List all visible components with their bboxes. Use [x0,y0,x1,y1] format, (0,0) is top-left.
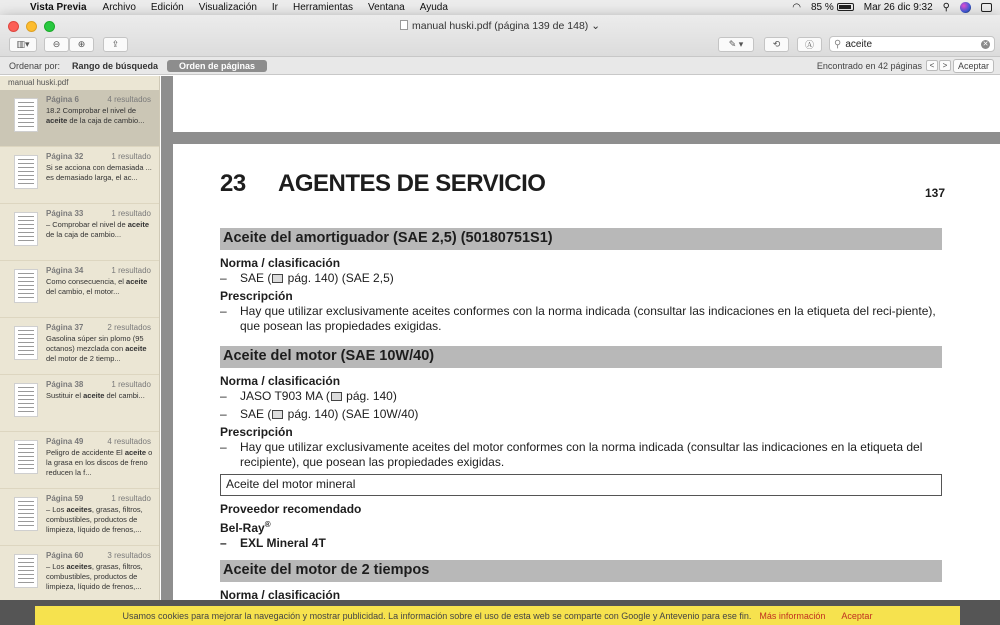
menu-ayuda[interactable]: Ayuda [419,2,448,13]
search-match: aceite [83,391,105,400]
sort-by-range-button[interactable]: Rango de búsqueda [72,60,159,71]
markup-icon: Ⓐ [804,40,814,50]
list-item: – SAE ( pág. 140) (SAE 10W/40) [220,407,419,421]
search-match: aceite [124,448,147,457]
zoom-in-button[interactable] [69,37,94,52]
document-title[interactable] [0,20,1000,32]
search-result-item[interactable] [0,204,159,261]
list-item: – JASO T903 MA ( pág. 140) [220,389,397,403]
list-item: – Hay que utilizar exclusivamente aceites conformes con la norma indicada (consultar las indicaciones en la etiqueta del reci-piente), que posean las propiedades exigidas. [220,304,936,333]
found-count: Encontrado en 42 páginas [816,60,922,71]
page-number: 137 [924,186,945,200]
zoom-out-icon: ⊖ [52,39,61,49]
search-result-item[interactable] [0,318,159,375]
result-page: Página 34 [46,266,84,275]
page-reference-icon [331,392,342,401]
share-button[interactable] [103,37,128,52]
cookie-text: Usamos cookies para mejorar la navegación y mostrar publicidad. La información sobre el uso de esta web se comparte con Google y Antevenio para ese fin. [122,610,752,621]
notification-center-icon[interactable] [981,3,992,12]
result-snippet: Como consecuencia, el aceite del cambio, el motor... [46,277,148,296]
provider-heading: Proveedor recomendado [220,502,362,516]
clear-search-icon[interactable]: ✕ [982,41,989,48]
result-count: 1 resultado [111,494,151,503]
sort-by-page-button[interactable]: Orden de páginas [167,60,267,72]
search-result-item[interactable] [0,489,159,546]
result-page: Página 32 [46,152,84,161]
search-icon: ⚲ [834,38,842,50]
cookie-more-info-link[interactable]: Más información [759,610,826,621]
markup-toolbar-button[interactable] [797,37,822,52]
list-item: – EXL Mineral 4T [220,536,326,550]
page-thumbnail [14,440,38,474]
previous-page [173,76,1000,132]
preview-window [0,15,1000,600]
list-item: – SAE ( pág. 140) (SAE 2,5) [220,271,394,285]
spotlight-icon[interactable]: ⚲ [942,2,950,13]
page-thumbnail [14,155,38,189]
search-match: aceite [126,277,148,286]
norma-heading: Norma / clasificación [220,374,341,388]
result-count: 1 resultado [111,380,151,389]
share-icon: ⇪ [111,39,120,49]
search-result-item[interactable] [0,375,159,432]
prescripcion-heading: Prescripción [220,425,293,439]
wifi-icon[interactable]: ◠ [792,2,801,13]
page-thumbnail [14,554,38,588]
cookie-banner [35,606,960,625]
result-snippet: Peligro de accidente El aceite o la grasa en los discos de freno reducen la f... [46,448,153,477]
battery-icon [837,3,854,11]
search-result-item[interactable] [0,546,159,600]
result-count: 4 resultados [107,437,151,446]
search-result-item[interactable] [0,147,159,204]
next-result-button[interactable]: > [939,60,951,71]
zoom-in-icon: ⊕ [77,39,86,49]
section-title: Aceite del amortiguador (SAE 2,5) (50180751S1) [220,228,942,250]
search-result-item[interactable] [0,90,159,147]
cookie-accept-link[interactable]: Aceptar [841,610,873,621]
result-snippet: Si se acciona con demasiada ... es demasiado larga, el ac... [46,163,152,182]
page-thumbnail [14,383,38,417]
sort-label: Ordenar por: [9,60,61,71]
document-view[interactable] [161,76,1000,600]
clock[interactable]: Mar 26 dic 9:32 [863,2,933,13]
section-title: Aceite del motor de 2 tiempos [220,560,942,582]
sidebar-toggle-button[interactable] [9,37,37,52]
result-count: 1 resultado [111,266,151,275]
result-count: 1 resultado [111,209,151,218]
search-result-item[interactable] [0,432,159,489]
document-title-text: manual huski.pdf (página 139 de 148) [411,20,589,32]
menu-herramientas[interactable]: Herramientas [293,2,354,13]
result-snippet: Sustituir el aceite del cambi... [46,391,145,400]
norma-heading: Norma / clasificación [220,588,341,600]
page-thumbnail [14,497,38,531]
result-page: Página 49 [46,437,84,446]
menu-ventana[interactable]: Ventana [368,2,405,13]
result-count: 1 resultado [111,152,151,161]
chapter-title: AGENTES DE SERVICIO [278,170,546,197]
siri-icon[interactable] [960,2,971,13]
search-input[interactable] [829,36,995,52]
oil-type-box: Aceite del motor mineral [220,474,942,496]
list-item: – Hay que utilizar exclusivamente aceites del motor conformes con la norma indicada (consultar las indicaciones en la etiqueta del recipiente), que posean las propiedades exigidas. [220,440,923,469]
page-reference-icon [272,410,283,419]
rotate-button[interactable] [764,37,789,52]
search-match: aceite [46,116,68,125]
menu-app-name[interactable]: Vista Previa [30,2,87,13]
markup-pen-button[interactable] [718,37,754,52]
chapter-heading [220,170,545,198]
page-thumbnail [14,98,38,132]
menu-archivo[interactable]: Archivo [102,2,136,13]
page-thumbnail [14,269,38,303]
current-page [173,144,1000,600]
menu-visualizacion[interactable]: Visualización [198,2,257,13]
menu-ir[interactable]: Ir [271,2,278,13]
brand-name: Bel-Ray® [220,520,271,535]
search-results-sidebar [0,76,160,600]
battery-status[interactable] [811,2,854,13]
result-count: 4 resultados [107,95,151,104]
norma-heading: Norma / clasificación [220,256,341,270]
page-thumbnail [14,212,38,246]
search-match: aceites [66,562,92,571]
rotate-icon: ⟲ [772,39,781,49]
result-page: Página 59 [46,494,84,503]
result-snippet: Gasolina súper sin plomo (95 octanos) mezclada con aceite del motor de 2 tiemp... [46,334,147,363]
prev-result-button[interactable]: < [926,60,938,71]
find-bar [0,57,1000,75]
section-title: Aceite del motor (SAE 10W/40) [220,346,942,368]
menu-bar [0,0,1000,15]
result-snippet: 18.2 Comprobar el nivel de aceite de la caja de cambio... [46,106,145,125]
result-page: Página 37 [46,323,84,332]
result-page: Página 33 [46,209,84,218]
chevron-down-icon: ⌄ [591,20,601,32]
result-snippet: – Comprobar el nivel de aceite de la caja de cambio... [46,220,149,239]
sidebar-filename: manual huski.pdf [8,78,69,87]
title-bar [0,15,1000,57]
search-value: aceite [845,38,873,50]
prescripcion-heading: Prescripción [220,289,293,303]
pen-icon: ✎ ▾ [728,39,744,49]
search-match: aceite [125,344,147,353]
pdf-file-icon [400,20,408,30]
result-count: 2 resultados [107,323,151,332]
result-page: Página 60 [46,551,84,560]
search-match: aceites [66,505,92,514]
result-snippet: – Los aceites, grasas, filtros, combustibles, productos de limpieza, líquido de frenos,... [46,562,143,591]
result-page: Página 6 [46,95,79,104]
search-result-item[interactable] [0,261,159,318]
result-count: 3 resultados [107,551,151,560]
result-snippet: – Los aceites, grasas, filtros, combustibles, productos de limpieza, líquido de frenos,... [46,505,143,534]
accept-search-button[interactable]: Aceptar [953,59,994,73]
sidebar-icon: ▥▾ [16,39,30,49]
result-page: Página 38 [46,380,84,389]
page-reference-icon [272,274,283,283]
chapter-number: 23 [220,170,246,197]
battery-percent: 85 % [810,2,834,13]
zoom-out-button[interactable] [44,37,69,52]
menu-edicion[interactable]: Edición [150,2,184,13]
page-thumbnail [14,326,38,360]
search-match: aceite [127,220,149,229]
